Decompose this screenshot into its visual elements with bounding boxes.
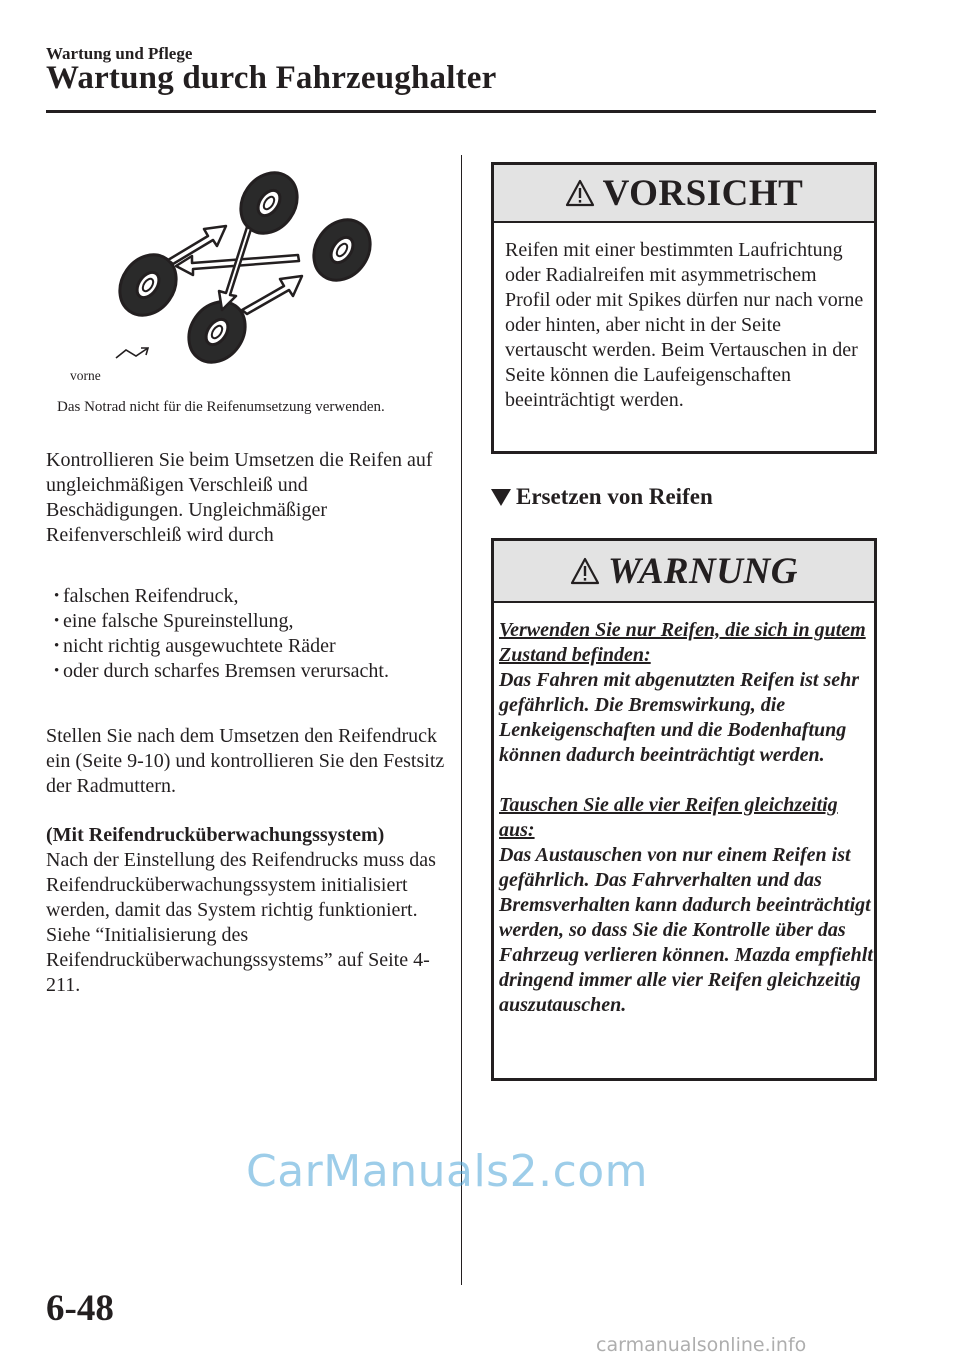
page-number: 6-48: [46, 1288, 114, 1329]
arrow-rear-right-to-front-left: [219, 227, 251, 310]
warning-triangle-icon: [570, 557, 600, 585]
front-direction-icon: [116, 348, 148, 358]
list-item: • eine falsche Spureinstellung,: [54, 609, 454, 634]
list-item: • oder durch scharfes Bremsen verursacht.: [54, 659, 454, 684]
arrow-front-left-to-front-right: [242, 276, 302, 314]
tire-front-right: [302, 209, 381, 291]
tpms-heading: (Mit Reifendrucküberwachungssystem): [46, 824, 385, 846]
figure-note: Das Notrad nicht für die Reifenumsetzung verwenden.: [57, 399, 385, 415]
list-item: • nicht richtig ausgewuchtete Räder: [54, 634, 454, 659]
caution-header: [494, 165, 874, 223]
warning-header: [494, 541, 874, 603]
intro-paragraph: Kontrollieren Sie beim Umsetzen die Reifen auf ungleichmäßigen Verschleiß und Beschädigungen. Ungleichmäßiger Reifenverschleiß wird durch: [46, 449, 433, 546]
tpms-paragraph: Nach der Einstellung des Reifendrucks muss das Reifendrucküberwachungssystem initialisiert werden, damit das System richtig funktioniert. Siehe “Initialisierung des Reifendrucküberwachungssystems” auf Seite 4-211.: [46, 849, 436, 996]
page-title: Wartung durch Fahrzeughalter: [46, 60, 497, 96]
after-rotation-paragraph: Stellen Sie nach dem Umsetzen den Reifendruck ein (Seite 9-10) und kontrollieren Sie den Festsitz der Radmuttern.: [46, 725, 445, 797]
arrow-rear-left-to-rear-right: [168, 226, 226, 264]
caution-box: [491, 162, 877, 454]
triangle-down-icon: [491, 489, 511, 506]
tire-front-left: [177, 291, 256, 373]
warning-heading-1: Verwenden Sie nur Reifen, die sich in gutem Zustand befinden:: [499, 619, 866, 666]
title-rule: [46, 110, 876, 113]
caution-title: VORSICHT: [602, 172, 804, 214]
caution-text: Reifen mit einer bestimmten Laufrichtung oder Radialreifen mit asymmetrischem Profil oder mit Spikes dürfen nur nach vorne oder hinten, aber nicht in der Seite vertauscht werden. Beim Vertauschen in der Seite können die Laufeigenschaften beeinträchtigt werden.: [505, 239, 864, 411]
subsection-title: Ersetzen von Reifen: [516, 484, 713, 509]
warning-title: WARNUNG: [608, 550, 798, 592]
list-item: • falschen Reifendruck,: [54, 584, 454, 609]
tire-rotation-diagram: [66, 160, 446, 390]
section-label: Wartung und Pflege: [46, 44, 193, 63]
watermark: CarManuals2.com: [246, 1146, 649, 1197]
footer-site-link[interactable]: carmanualsonline.info: [596, 1334, 807, 1356]
warning-text-1: Das Fahren mit abgenutzten Reifen ist sehr gefährlich. Die Bremswirkung, die Lenkeigenschaften und die Bodenhaftung können dadurch beeinträchtigt werden.: [499, 669, 860, 766]
warning-box: [491, 538, 877, 1081]
warning-text-2: Das Austauschen von nur einem Reifen ist gefährlich. Das Fahrverhalten und das Bremsverhalten kann dadurch beeinträchtigt werden, so dass Sie die Kontrolle über das Fahrzeug verlieren können. Mazda empfiehlt dringend immer alle vier Reifen gleichzeitig auszutauschen.: [499, 844, 873, 1016]
cause-list: [54, 584, 454, 684]
warning-heading-2: Tauschen Sie alle vier Reifen gleichzeitig aus:: [499, 794, 838, 841]
subsection-heading: [491, 484, 713, 510]
figure-label-front: vorne: [70, 368, 101, 383]
warning-body: [499, 618, 873, 1018]
tire-rear-right: [229, 162, 308, 244]
warning-triangle-icon: [565, 179, 595, 207]
column-divider: [461, 155, 462, 1285]
